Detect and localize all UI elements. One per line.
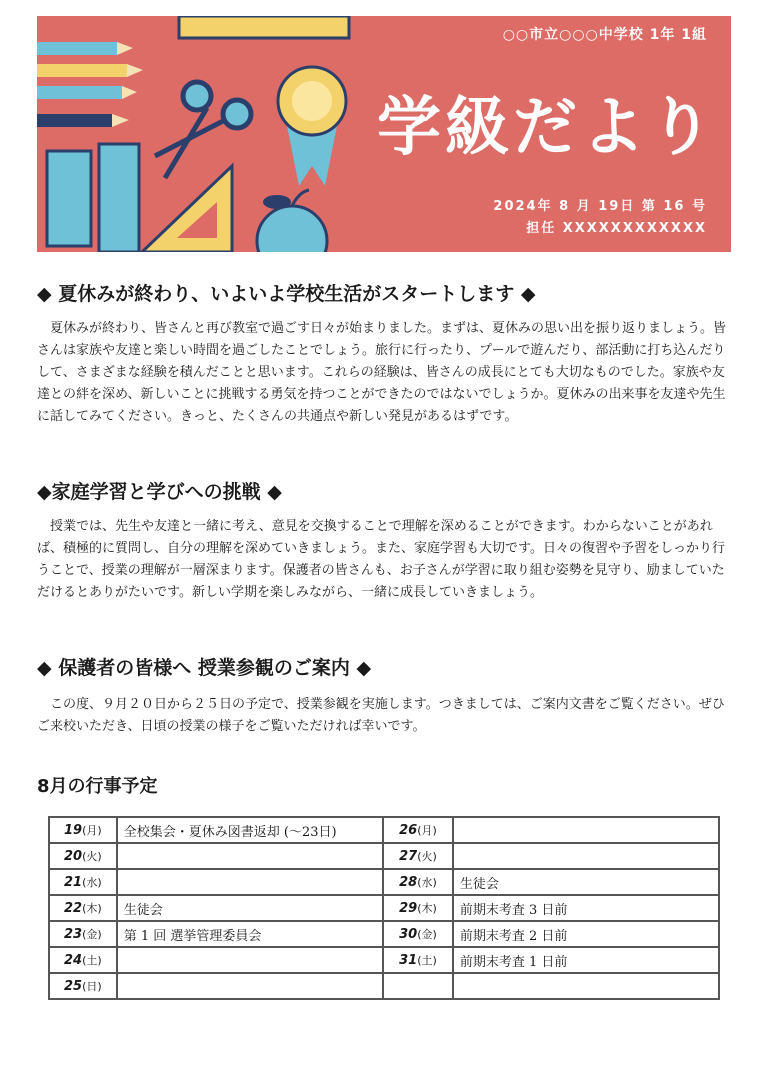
weekday-label: (土) (417, 954, 437, 967)
day-number: 29 (399, 901, 418, 916)
section-body: この度、９月２０日から２５日の予定で、授業参観を実施します。つきましては、ご案内文書をご覧ください。ぜひご来校いただき、日頃の授業の様子をご覧いただければ幸いです。 (37, 697, 725, 734)
table-row (49, 817, 719, 843)
event-cell (453, 921, 719, 947)
weekday-label: (水) (417, 876, 437, 889)
medal-icon (278, 67, 346, 186)
event-cell (117, 921, 383, 947)
day-number: 22 (64, 901, 83, 916)
table-row (49, 947, 719, 973)
event-cell (117, 947, 383, 973)
section-heading: ◆ 保護者の皆様へ 授業参観のご案内 ◆ (37, 657, 372, 679)
issue-date: 2024年 8 月 19日 第 16 号 (493, 199, 707, 214)
date-cell (383, 869, 453, 895)
event-cell (117, 843, 383, 869)
day-number: 30 (399, 927, 418, 942)
teacher-name: 担任 XXXXXXXXXXXX (526, 221, 707, 236)
day-number: 26 (399, 823, 418, 838)
event-cell (453, 817, 719, 843)
ruler-icon (179, 16, 349, 38)
section-body: 授業では、先生や友達と一緒に考え、意見を交換することで理解を深めることができます。わからないことがあれば、積極的に質問し、自分の理解を深めていきましょう。また、家庭学習も大切です。日々の復習や予習をしっかり行うことで、授業の理解が一層深まります。保護者の皆さんも、お子さんが学習に取り組む姿勢を見守り、励ましていただけるとありがたいです。新しい学期を楽しみながら、一緒に成長していきましょう。 (37, 519, 725, 600)
event-text: 全校集会・夏休み図書返却 (〜23日) (123, 824, 337, 840)
schedule-title: 8月の行事予定 (37, 776, 158, 797)
date-cell (49, 843, 117, 869)
schedule-table (48, 816, 720, 1000)
event-text: 前期末考査 3 日前 (459, 902, 568, 918)
table-row (49, 973, 719, 999)
event-cell (453, 869, 719, 895)
day-number: 25 (64, 979, 83, 994)
weekday-label: (土) (82, 954, 102, 967)
event-cell (117, 869, 383, 895)
date-cell (49, 869, 117, 895)
event-cell (453, 843, 719, 869)
scissors-icon (155, 82, 251, 178)
date-cell (383, 921, 453, 947)
date-cell (383, 843, 453, 869)
table-row (49, 869, 719, 895)
table-row (49, 843, 719, 869)
weekday-label: (木) (417, 902, 437, 915)
weekday-label: (月) (417, 824, 437, 837)
event-text: 前期末考査 1 日前 (459, 954, 568, 970)
weekday-label: (日) (82, 980, 102, 993)
event-text: 生徒会 (123, 902, 163, 918)
day-number: 20 (64, 849, 83, 864)
event-text: 前期末考査 2 日前 (459, 928, 568, 944)
day-number: 21 (64, 875, 83, 890)
day-number: 31 (399, 953, 418, 968)
event-cell (117, 817, 383, 843)
date-cell (383, 817, 453, 843)
date-cell (49, 895, 117, 921)
weekday-label: (水) (82, 876, 102, 889)
date-cell (49, 973, 117, 999)
weekday-label: (月) (82, 824, 102, 837)
weekday-label: (木) (82, 902, 102, 915)
date-cell (383, 973, 453, 999)
section-heading: ◆家庭学習と学びへの挑戦 ◆ (37, 481, 282, 503)
date-cell (49, 947, 117, 973)
date-cell (383, 947, 453, 973)
table-row (49, 921, 719, 947)
day-number: 28 (399, 875, 418, 890)
header-banner (37, 16, 731, 252)
issue-info (493, 196, 707, 240)
day-number: 24 (64, 953, 83, 968)
section-heading: ◆ 夏休みが終わり、いよいよ学校生活がスタートします ◆ (37, 283, 536, 305)
event-cell (453, 947, 719, 973)
school-supplies-illustration (37, 16, 367, 252)
date-cell (383, 895, 453, 921)
pencil-icon (37, 42, 143, 127)
date-cell (49, 817, 117, 843)
date-cell (49, 921, 117, 947)
event-cell (117, 895, 383, 921)
newsletter-title: 学級だより (377, 91, 717, 165)
notebook-icon (47, 144, 139, 252)
day-number: 27 (399, 849, 418, 864)
weekday-label: (火) (82, 850, 102, 863)
event-text: 第 1 回 選挙管理委員会 (123, 928, 262, 944)
table-row (49, 895, 719, 921)
triangle-ruler-icon (142, 166, 232, 252)
event-cell (117, 973, 383, 999)
event-cell (453, 895, 719, 921)
event-text: 生徒会 (459, 876, 499, 892)
day-number: 19 (64, 823, 83, 838)
section-body: 夏休みが終わり、皆さんと再び教室で過ごす日々が始まりました。まずは、夏休みの思い出を振り返りましょう。皆さんは家族や友達と楽しい時間を過ごしたことでしょう。旅行に行ったり、プールで遊んだり、部活動に打ち込んだりして、さまざまな経験を積んだことと思います。これらの経験は、皆さんの成長にとても大切なものでした。家族や友達との絆を深め、新しいことに挑戦する勇気を持つことができたのではないでしょうか。夏休みの出来事を友達や先生に話してみてください。きっと、たくさんの共通点や新しい発見があるはずです。 (37, 321, 727, 424)
event-cell (453, 973, 719, 999)
apple-icon (257, 190, 327, 252)
weekday-label: (火) (417, 850, 437, 863)
day-number: 23 (64, 927, 83, 942)
school-name: ○○市立○○○中学校 1年 1組 (502, 27, 707, 43)
weekday-label: (金) (82, 928, 102, 941)
weekday-label: (金) (417, 928, 437, 941)
